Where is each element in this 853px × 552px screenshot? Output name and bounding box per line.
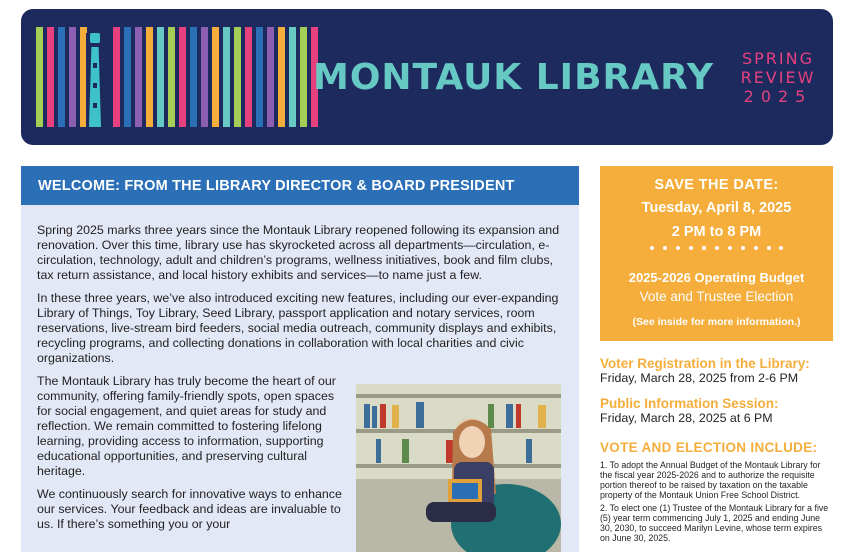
book-spine-bar — [47, 27, 54, 127]
book-spine-bar — [289, 27, 296, 127]
lighthouse-icon — [86, 33, 104, 127]
welcome-paragraph-1: Spring 2025 marks three years since the Montauk Library reopened following its expansion and renovation. Over this time, library use has skyrocketed across all departments—circulation, e-circulation, technology, adult and children’s programs, wellness initiatives, book and film clubs, tax return assistance, and local history exhibits and services—to name just a few. — [37, 223, 560, 282]
book-spine-bar — [201, 27, 208, 127]
welcome-paragraph-4: We continuously search for innovative ways to enhance our services. Your feedback and ideas are invaluable to us. If there’s something you or your — [37, 487, 342, 531]
book-spine-bar — [157, 27, 164, 127]
vote-date: Tuesday, April 8, 2025 — [641, 200, 792, 216]
welcome-heading: WELCOME: FROM THE LIBRARY DIRECTOR & BOARD PRESIDENT — [21, 166, 579, 205]
library-name: MONTAUK LIBRARY — [313, 57, 714, 98]
book-spine-bar — [36, 27, 43, 127]
book-spine-bar — [146, 27, 153, 127]
reading-girl-photo — [356, 384, 561, 552]
book-spine-bar — [69, 27, 76, 127]
book-spine-bar — [168, 27, 175, 127]
vote-items-heading: VOTE AND ELECTION INCLUDE: — [600, 440, 818, 455]
info-session — [600, 396, 840, 425]
vote-time: 2 PM to 8 PM — [671, 224, 762, 240]
book-spine-bar — [223, 27, 230, 127]
event-note: (See inside for more information.) — [632, 316, 801, 328]
issue-title — [723, 49, 833, 106]
issue-type: REVIEW — [740, 68, 816, 87]
book-spine-bar — [234, 27, 241, 127]
book-spine-bar — [113, 27, 120, 127]
book-spine-bar — [300, 27, 307, 127]
event-line-2: Vote and Trustee Election — [639, 289, 794, 304]
vote-item-2: 2. To elect one (1) Trustee of the Montauk Library for a five (5) year term commencing July 1, 2025 and ending June 30, 2030, to succeed Marilyn Levine, whose term expires on June 30, 2025. — [600, 503, 829, 543]
book-spine-bar — [245, 27, 252, 127]
welcome-paragraph-3: The Montauk Library has truly become the heart of our community, offering family-friendly spots, open spaces for social engagement, and quiet areas for study and reflection. We remain committed to fostering lifelong learning, providing access to information, supporting educational opportunities, and preserving cultural heritage. — [37, 374, 336, 478]
book-spines-logo — [36, 27, 321, 127]
voter-registration — [600, 356, 840, 385]
save-the-date-title: SAVE THE DATE: — [654, 177, 779, 193]
welcome-article — [21, 205, 579, 552]
welcome-paragraph-2: In these three years, we’ve also introduced exciting new features, including our ever-expanding Library of Things, Toy Library, Seed Library, passport application and notary services, room reservations, live-stream bird feeders, social media outreach, community displays and exhibits, recycling programs, and collecting donations in collaboration with local charities and civic organizations. — [37, 291, 559, 365]
book-spine-bar — [278, 27, 285, 127]
issue-season: SPRING — [741, 49, 814, 68]
book-spine-bar — [179, 27, 186, 127]
book-spine-bar — [190, 27, 197, 127]
book-spine-bar — [124, 27, 131, 127]
info-session-heading: Public Information Session: — [600, 396, 779, 411]
book-spine-bar — [58, 27, 65, 127]
voter-registration-heading: Voter Registration in the Library: — [600, 356, 810, 371]
book-spine-bar — [212, 27, 219, 127]
dotted-divider — [650, 246, 783, 252]
book-spine-bar — [256, 27, 263, 127]
save-the-date-box — [600, 166, 833, 341]
header-banner — [21, 9, 833, 145]
info-session-value: Friday, March 28, 2025 at 6 PM — [600, 411, 773, 425]
book-spine-bar — [135, 27, 142, 127]
event-line-1: 2025-2026 Operating Budget — [628, 270, 805, 285]
vote-item-1: 1. To adopt the Annual Budget of the Montauk Library for the fiscal year 2025-2026 and to authorize the requisite portion thereof to be raised by taxation on the taxable property of the Montauk Union Free School District. — [600, 460, 821, 500]
issue-year: 2025 — [743, 87, 813, 106]
book-spine-bar — [267, 27, 274, 127]
voter-registration-value: Friday, March 28, 2025 from 2-6 PM — [600, 371, 799, 385]
vote-items-list — [600, 460, 833, 546]
